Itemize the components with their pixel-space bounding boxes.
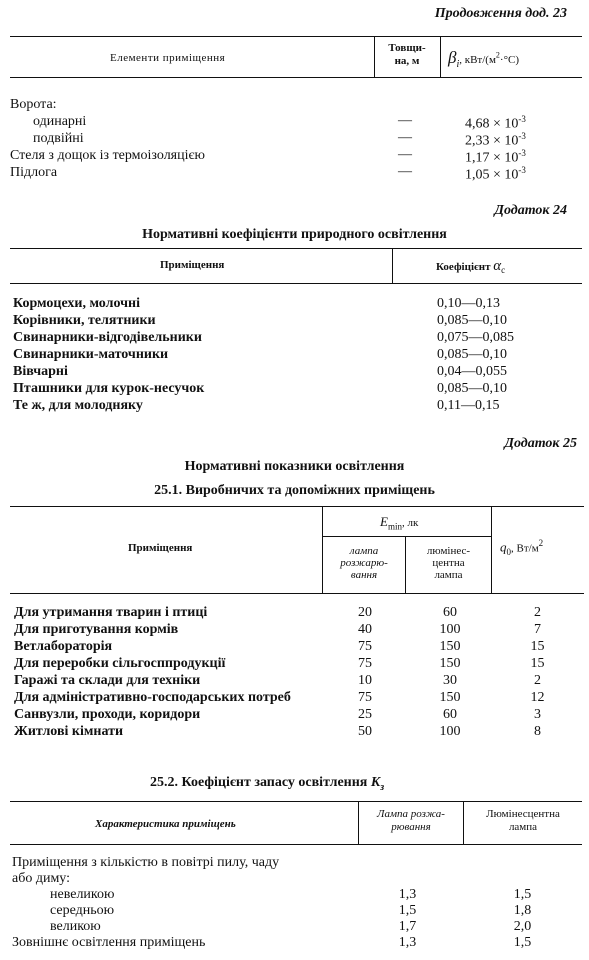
t252-row-lamp: 1,3 [398,887,417,902]
t25-head-emin: $E_{min}$, лк [380,514,419,532]
t25-row-lum: 60 [443,605,457,620]
t23-row-value: $4,68 \times 10^{-3}$ [465,114,526,132]
t25-head-q: $q_0$, $Вт/м^2$ [500,538,544,557]
t25-row-lamp: 40 [358,622,372,637]
t23-head-rule [10,77,582,78]
t24-col-divider [392,249,393,283]
t25-row-q: 12 [530,690,545,705]
t23-row-label: одинарні [33,114,87,129]
t24-row-value: 0,10—0,13 [437,296,500,311]
appendix-24-caption: Додаток 24 [494,203,567,218]
t25-row-lum: 100 [439,622,461,637]
t25-row-lamp: 20 [358,605,372,620]
t252-row-label: або диму: [12,871,71,886]
t252-row-label: Зовнішнє освітлення приміщень [12,935,206,950]
t252-row-lum: 1,8 [513,903,532,918]
t25-row-label: Житлові кімнати [14,724,124,739]
t25-row-lamp: 25 [358,707,372,722]
t252-row-lum: 1,5 [513,935,532,950]
t252-row-label: великою [50,919,101,934]
t23-row-label: Ворота: [10,97,57,112]
t24-row-value: 0,11—0,15 [437,398,500,413]
t25-row-label: Санвузли, проходи, коридори [14,707,201,722]
t24-row-label: Пташники для курок-несучок [13,381,205,396]
t25-row-lum: 60 [443,707,457,722]
t23-row-dash: — [398,113,412,128]
t24-row-label: Вівчарні [13,364,68,379]
t25-row-lamp: 50 [358,724,372,739]
t252-row-label: середньою [50,903,115,918]
t252-row-lamp: 1,7 [398,919,417,934]
t25-row-lamp: 75 [358,656,372,671]
t23-row-value: $1,17 \times 10^{-3}$ [465,148,526,166]
t252-head-char: Характеристика приміщень [95,818,236,830]
t24-row-label: Кормоцехи, молочні [13,296,140,311]
t25-row-q: 2 [534,673,541,688]
t252-top-rule [10,801,582,802]
t25-row-lum: 150 [439,656,461,671]
t25-row-label: Для приготування кормів [14,622,179,637]
t25-head-lamp: лампа розжарю- вання [340,545,388,581]
t25-row-label: Ветлабораторія [14,639,113,654]
t25-row-q: 2 [534,605,541,620]
t25-row-lum: 150 [439,639,461,654]
t252-head-rule [10,844,582,845]
t23-row-dash: — [398,130,412,145]
t24-top-rule [10,248,582,249]
t252-row-label: невеликою [50,887,115,902]
t25-col-divider-2 [491,507,492,593]
t24-row-label: Корівники, телятники [13,313,156,328]
t24-head-rule [10,283,582,284]
t25-row-q: 15 [530,639,545,654]
t252-title: 25.2. Коефіцієнт запасу освітлення $K_з$ [150,775,385,793]
t25-head-rule [10,593,584,594]
t23-row-dash: — [398,147,412,162]
t25-row-q: 15 [530,656,545,671]
t23-col-divider-2 [440,37,441,77]
t23-head-elements: Елементи приміщення [110,52,226,64]
t24-row-label: Те ж, для молодняку [13,398,143,413]
t25-row-label: Для адміністративно-господарських потреб [14,690,291,705]
t23-row-label: Стеля з дощок із термоізоляцією [10,148,205,163]
t24-title: Нормативні коефіцієнти природного освітлення [142,227,447,242]
t24-row-label: Свинарники-маточники [13,347,169,362]
t25-head-lum: люмінес- центна лампа [426,545,471,581]
t25-row-lum: 100 [439,724,461,739]
appendix-25-caption: Додаток 25 [504,436,577,451]
t25-row-q: 7 [534,622,541,637]
t25-row-lamp: 10 [358,673,372,688]
t252-row-lum: 1,5 [513,887,532,902]
t25-row-label: Гаражі та склади для техніки [14,673,201,688]
t24-row-value: 0,075—0,085 [437,330,514,345]
t25-row-lum: 30 [443,673,457,688]
t25-row-q: 8 [534,724,541,739]
t24-row-value: 0,085—0,10 [437,347,507,362]
t24-row-value: 0,085—0,10 [437,381,507,396]
t24-head-room: Приміщення [160,259,225,271]
t23-row-value: $1,05 \times 10^{-3}$ [465,165,526,183]
t252-row-lamp: 1,5 [398,903,417,918]
t25-subtitle: 25.1. Виробничих та допоміжних приміщень [154,483,435,498]
t23-col-divider-1 [374,37,375,77]
t25-top-rule [10,506,584,507]
t24-head-coef: Коефіцієнт $\alpha_c$ [436,258,506,276]
t23-head-thickness: Товщи- на, м [388,42,426,67]
t24-row-label: Свинарники-відгодівельники [13,330,202,345]
t25-row-label: Для утримання тварин і птиці [14,605,208,620]
continued-caption: Продовження дод. 23 [434,6,567,21]
t25-row-lum: 150 [439,690,461,705]
t252-row-lamp: 1,3 [398,935,417,950]
t252-head-lamp: Лампа розжа- рювання [377,808,445,833]
t25-row-lamp: 75 [358,639,372,654]
t23-row-value: $2,33 \times 10^{-3}$ [465,131,526,149]
t25-head-room: Приміщення [128,542,193,554]
t25-row-q: 3 [534,707,541,722]
t25-emin-rule [322,536,491,537]
t252-head-lum: Люмінесцентна лампа [486,808,560,833]
t23-row-dash: — [398,164,412,179]
t23-row-label: подвійні [33,131,84,146]
t25-row-label: Для переробки сільгосппродукції [14,656,226,671]
t252-row-label: Приміщення з кількістю в повітрі пилу, чаду [12,855,280,870]
t24-row-value: 0,04—0,055 [437,364,507,379]
t25-title: Нормативні показники освітлення [184,459,405,474]
t23-head-beta: $\beta_i$, кВт/$(м^2\cdot^\circ С)$ [448,48,519,70]
t25-row-lamp: 75 [358,690,372,705]
t252-row-lum: 2,0 [513,919,532,934]
t23-top-rule [10,36,582,37]
t24-row-value: 0,085—0,10 [437,313,507,328]
t23-row-label: Підлога [10,165,58,180]
